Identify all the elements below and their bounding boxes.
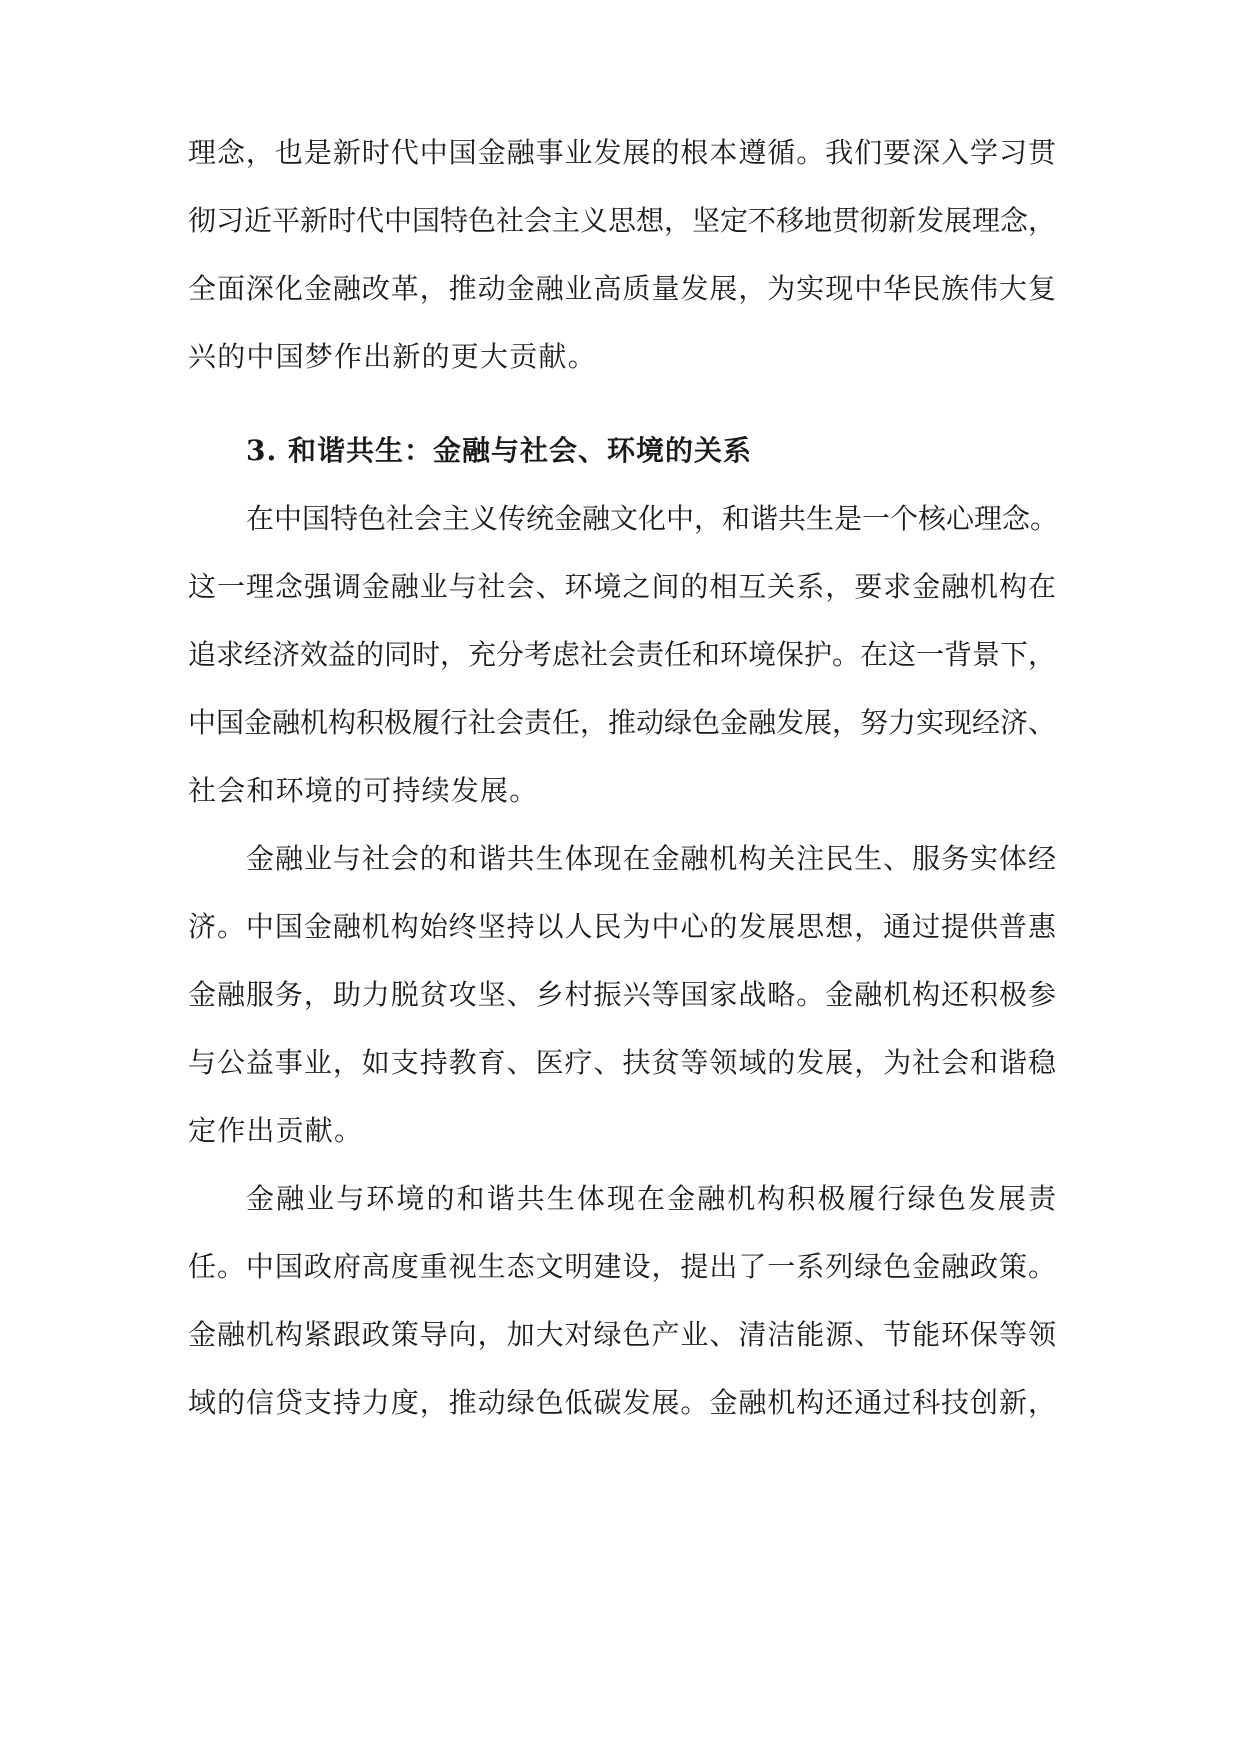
paragraph-1-line-3: 全面深化金融改革，推动金融业高质量发展，为实现中华民族伟大复 [188, 272, 1056, 305]
paragraph-3-line-5: 定作出贡献。 [188, 1114, 364, 1147]
paragraph-4-line-2: 任。中国政府高度重视生态文明建设，提出了一系列绿色金融政策。 [188, 1250, 1056, 1283]
paragraph-3-line-1: 金融业与社会的和谐共生体现在金融机构关注民生、服务实体经 [246, 842, 1056, 875]
section-heading: 3. 和谐共生：金融与社会、环境的关系 [246, 434, 752, 467]
paragraph-1-line-4: 兴的中国梦作出新的更大贡献。 [188, 340, 597, 373]
paragraph-4-line-4: 域的信贷支持力度，推动绿色低碳发展。金融机构还通过科技创新， [188, 1386, 1056, 1419]
paragraph-3-line-3: 金融服务，助力脱贫攻坚、乡村振兴等国家战略。金融机构还积极参 [188, 978, 1056, 1011]
paragraph-1-line-1: 理念，也是新时代中国金融事业发展的根本遵循。我们要深入学习贯 [188, 136, 1056, 169]
paragraph-1-line-2: 彻习近平新时代中国特色社会主义思想，坚定不移地贯彻新发展理念， [188, 204, 1057, 237]
paragraph-2-line-1: 在中国特色社会主义传统金融文化中，和谐共生是一个核心理念。 [246, 502, 1059, 535]
paragraph-2-line-3: 追求经济效益的同时，充分考虑社会责任和环境保护。在这一背景下， [188, 638, 1057, 671]
paragraph-2-line-4: 中国金融机构积极履行社会责任，推动绿色金融发展，努力实现经济、 [188, 706, 1057, 739]
paragraph-2-line-5: 社会和环境的可持续发展。 [188, 774, 539, 807]
paragraph-2-line-2: 这一理念强调金融业与社会、环境之间的相互关系，要求金融机构在 [188, 570, 1056, 603]
paragraph-3-line-4: 与公益事业，如支持教育、医疗、扶贫等领域的发展，为社会和谐稳 [188, 1046, 1056, 1079]
paragraph-4-line-1: 金融业与环境的和谐共生体现在金融机构积极履行绿色发展责 [246, 1182, 1056, 1215]
paragraph-4-line-3: 金融机构紧跟政策导向，加大对绿色产业、清洁能源、节能环保等领 [188, 1318, 1056, 1351]
paragraph-3-line-2: 济。中国金融机构始终坚持以人民为中心的发展思想，通过提供普惠 [188, 910, 1056, 943]
